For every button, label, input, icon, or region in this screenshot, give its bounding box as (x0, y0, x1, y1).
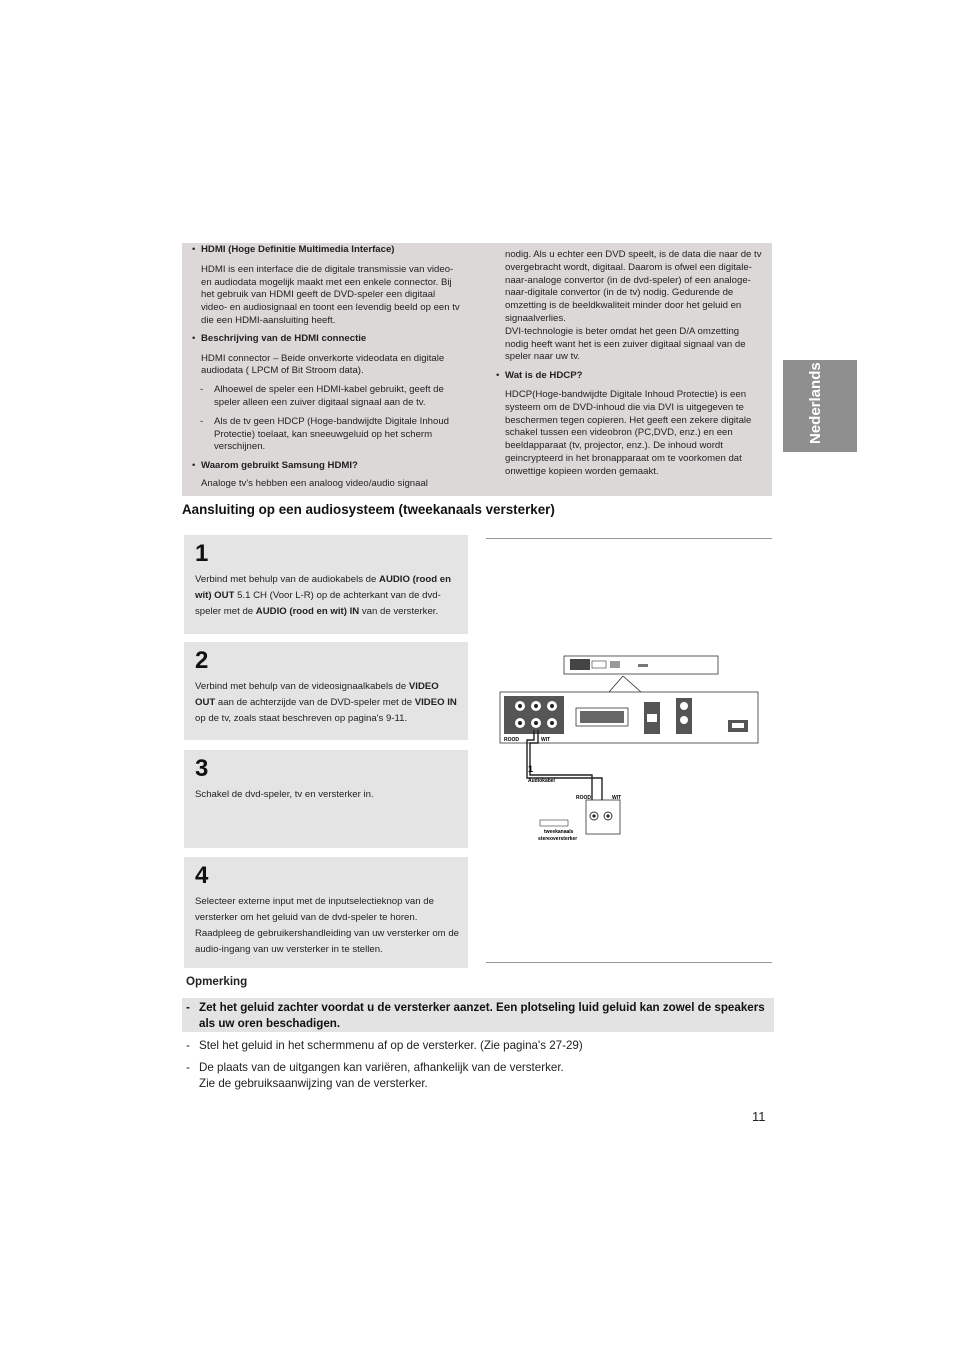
player-front-strip (564, 656, 718, 674)
diagram-bottom-rule (486, 962, 772, 963)
cable-step-marker: 1 (528, 764, 534, 774)
step-number: 4 (195, 862, 209, 889)
step-text: Verbind met behulp van de videosignaalkabels de VIDEO OUT aan de achterzijde van de DVD-speler met de VIDEO IN op de tv, zoals staat beschreven op pagina's 9-11. (195, 681, 457, 724)
note-2-line-1: - De plaats van de uitgangen kan variëren, afhankelijk van de versterker. (199, 1061, 564, 1074)
wit-label: WIT (541, 737, 551, 743)
amp-wit-label: WIT (612, 795, 622, 801)
note-1: - Stel het geluid in het schermmenu af op de versterker. (Zie pagina's 27-29) (182, 1038, 774, 1054)
rood-label: ROOD (504, 737, 519, 743)
section-title: Aansluiting op een audiosysteem (tweekanaals versterker) (182, 502, 555, 517)
right-text-2: DVI-technologie is beter omdat het geen D/A omzetting nodig heeft want het is een zuiver digitaal signaal van de speler naar uw tv. (505, 325, 746, 363)
info-right-column (496, 243, 764, 479)
hdmi-text: HDMI is een interface die de digitale transmissie van video- en audiodata mogelijk maakt met een enkele connector. Bij het gebruik van HDMI geeft de DVD-speler een digitaal video- en audiosignaal en toont een levendig beeld op een tv die een HDMI-aansluiting heeft. (201, 263, 460, 326)
step-2 (184, 642, 468, 740)
connector-dash-2: - Als de tv geen HDCP (Hoge-bandwijdte Digitale Inhoud Protectie) toelaat, kan sneeuwgeluid op het scherm verschijnen. (214, 416, 462, 454)
amp-label-1: tweekanaals (544, 829, 574, 835)
step-number: 2 (195, 647, 209, 674)
hdmi-info-box (182, 243, 772, 496)
language-tab (783, 360, 857, 452)
step-text: Schakel de dvd-speler, tv en versterker in. (195, 789, 374, 800)
step-text: Verbind met behulp van de audiokabels de AUDIO (rood en wit) OUT 5.1 CH (Voor L-R) op de achterkant van de dvd-speler met de AUDIO (rood en wit) IN van de versterker. (195, 574, 451, 617)
note-2 (182, 1060, 774, 1092)
notes-title: Opmerking (186, 975, 248, 988)
note-warning: - Zet het geluid zachter voordat u de versterker aanzet. Een plotseling luid geluid kan zowel de speakers als uw oren beschadigen. (182, 998, 774, 1032)
step-number: 1 (195, 540, 209, 567)
connection-diagram (486, 640, 772, 850)
note-2-line-2: Zie de gebruiksaanwijzing van de versterker. (199, 1077, 428, 1090)
amp-rood-label: ROOD (576, 795, 591, 801)
why-title: • Waarom gebruikt Samsung HDMI? (192, 460, 462, 473)
hdmi-title: • HDMI (Hoge Definitie Multimedia Interface) (192, 244, 462, 257)
player-rear-panel (500, 692, 758, 743)
diagram-top-rule (486, 538, 772, 539)
language-tab-label: Nederlands (807, 362, 824, 444)
right-text-1: nodig. Als u echter een DVD speelt, is de data die naar de tv overgebracht wordt, digitaal. Daarom is ofwel een digitale-naar-analoge convertor (in de dvd-speler) of een analoge-naar-digitale convertor (in de tv) nodig. Gedurende de omzetting is de beeldkwaliteit minder door het geluid en signaalverlies. (505, 249, 762, 324)
amp-label-2: stereoversterker (538, 836, 578, 842)
step-number: 3 (195, 755, 209, 782)
step-3 (184, 750, 468, 848)
step-text: Selecteer externe input met de inputselectieknop van de versterker om het geluid van de dvd-speler te horen. Raadpleeg de gebruikershandleiding van uw versterker om de audio-ingang van uw versterker in te stellen. (195, 896, 459, 955)
connector-title: • Beschrijving van de HDMI connectie (192, 333, 462, 346)
connector-text: HDMI connector – Beide onverkorte videodata en digitale audiodata ( LPCM of Bit Stroom data). (201, 352, 445, 377)
hdcp-text: HDCP(Hoge-bandwijdte Digitale Inhoud Protectie) is een systeem om de DVD-inhoud die via DVI is uitgegeven te beschermen tegen copieren. Het geeft een zekere digitale schakel tussen een videobron (PC,DVD, enz.) en een beeldapparaat (tv, projector, enz.). De inhoud wordt geincrypteerd in het bronapparaat om te voorkomen dat onwettige kopieen worden gemaakt. (505, 388, 752, 477)
why-text: Analoge tv's hebben een analoog video/audio signaal (201, 477, 428, 489)
cable-label: Audiokabel (528, 778, 555, 784)
callout-lines (609, 676, 641, 692)
step-4 (184, 857, 468, 968)
page-number: 11 (752, 1109, 766, 1124)
hdcp-title: • Wat is de HDCP? (496, 370, 764, 383)
connector-dash-1: - Alhoewel de speler een HDMI-kabel gebruikt, geeft de speler alleen een zuiver digitaal signaal aan de tv. (214, 384, 462, 410)
info-left-column (192, 243, 462, 491)
step-1 (184, 535, 468, 634)
